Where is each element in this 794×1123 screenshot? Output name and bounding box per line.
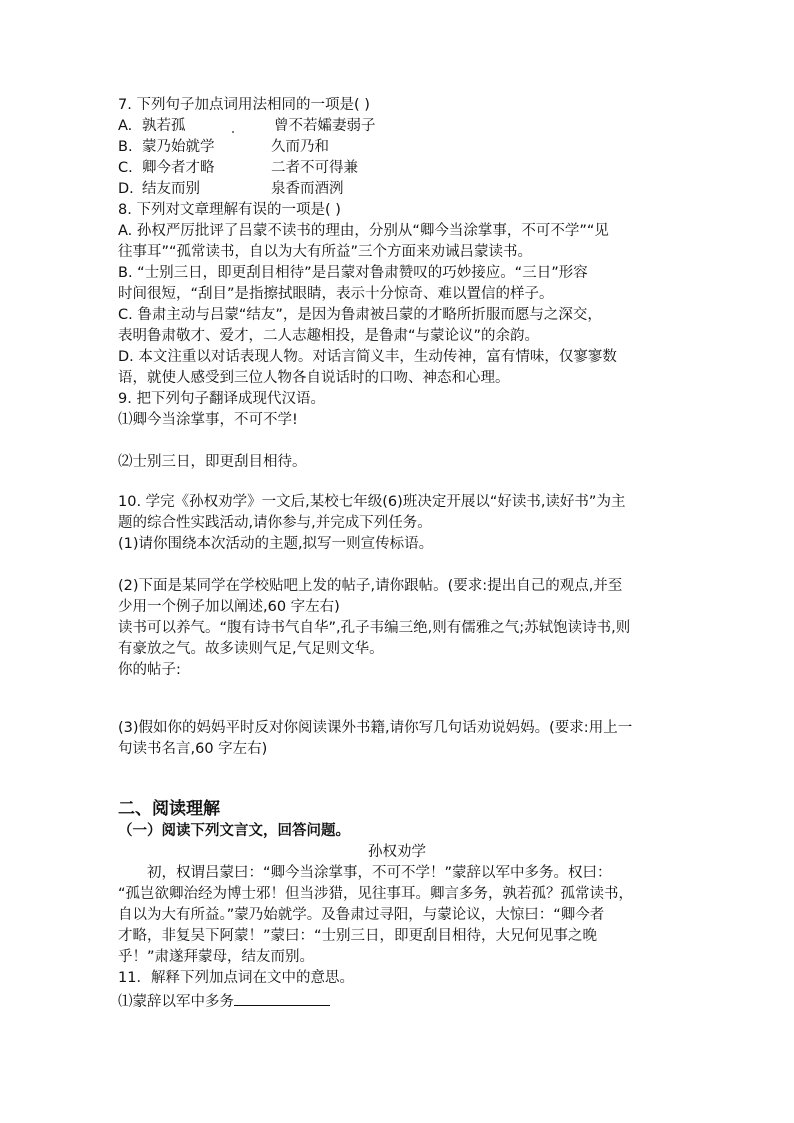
- q7-option-a-left: 孰若孤: [142, 118, 186, 134]
- q7-option-d-right: 泉香而酒洌: [271, 181, 344, 197]
- q9-item-2: ⑵士别三日，即更刮目相待。: [118, 454, 307, 470]
- passage-line: 才略，非复吴下阿蒙！”蒙曰：“士别三日，即更刮目相待，大兄何见事之晚: [118, 928, 598, 944]
- passage-line: 乎！”肃遂拜蒙母，结友而别。: [118, 949, 315, 965]
- q8-stem: 8. 下列对文章理解有误的一项是( ): [118, 202, 341, 218]
- q7-option-c-right: 二者不可得兼: [271, 160, 358, 176]
- passage-title: 孙权劝学: [368, 844, 426, 860]
- q8-line: 表明鲁肃敬才、爱才，二人志趣相投，是鲁肃“与蒙论议”的余韵。: [118, 328, 540, 344]
- q10-post-text: 读书可以养气。“腹有诗书气自华”,孔子韦编三绝,则有儒雅之气;苏轼饱读诗书,则: [118, 620, 631, 636]
- passage-line: “孤岂欲卿治经为博士邪！但当涉猎，见往事耳。卿言多务，孰若孤？孤常读书，: [118, 886, 634, 902]
- q9-stem: 9. 把下列句子翻译成现代汉语。: [118, 391, 325, 407]
- passage-line: 自以为大有所益。”蒙乃始就学。及鲁肃过寻阳，与蒙论议，大惊曰：“卿今者: [118, 907, 605, 923]
- q8-line: B. “士别三日，即更刮目相待”是吕蒙对鲁肃赞叹的巧妙接应。“三日”形容: [118, 265, 588, 281]
- section-subheading: （一）阅读下列文言文，回答问题。: [118, 823, 350, 839]
- stray-dot: [232, 131, 234, 133]
- q7-option-d-label: D.: [118, 181, 134, 197]
- q7-stem: 7. 下列句子加点词用法相同的一项是( ): [118, 97, 370, 113]
- q10-task-3: (3)假如你的妈妈平时反对你阅读课外书籍,请你写几句话劝说妈妈。(要求:用上一: [118, 720, 633, 736]
- q8-line: D. 本文注重以对话表现人物。对话言简义丰，生动传神，富有情味，仅寥寥数: [118, 349, 617, 365]
- q10-task-1: (1)请你围绕本次活动的主题,拟写一则宣传标语。: [118, 536, 434, 552]
- q7-option-b-label: B.: [118, 139, 133, 155]
- section-heading: 二、阅读理解: [118, 799, 220, 819]
- q8-line: 时间很短，“刮目”是指擦拭眼睛，表示十分惊奇、难以置信的样子。: [118, 286, 554, 302]
- q10-task-2: (2)下面是某同学在学校贴吧上发的帖子,请你跟帖。(要求:提出自己的观点,并至: [118, 578, 623, 594]
- q7-option-c-label: C.: [118, 160, 133, 176]
- q11-stem: 11．解释下列加点词在文中的意思。: [118, 970, 354, 986]
- q8-line: C. 鲁肃主动与吕蒙“结友”，是因为鲁肃被吕蒙的才略所折服而愿与之深交，: [118, 307, 602, 323]
- q10-task-3: 句读书名言,60 字左右): [118, 741, 268, 757]
- q8-line: 往事耳”“孤常读书，自以为大有所益”三个方面来劝诫吕蒙读书。: [118, 244, 533, 260]
- passage-line: 初，权谓吕蒙曰：“卿今当涂掌事，不可不学！”蒙辞以军中多务。权曰：: [118, 865, 612, 881]
- q7-option-b-right: 久而乃和: [271, 139, 329, 155]
- answer-blank[interactable]: [234, 989, 330, 1006]
- q7-option-a-right: 曾不若孀妻弱子: [274, 118, 376, 134]
- q7-option-b-left: 蒙乃始就学: [142, 139, 215, 155]
- q8-line: A. 孙权严厉批评了吕蒙不读书的理由，分别从“卿今当涂掌事，不可不学”“见: [118, 223, 609, 239]
- q7-option-d-left: 结友而别: [142, 181, 200, 197]
- q10-stem: 10. 学完《孙权劝学》一文后,某校七年级(6)班决定开展以“好读书,读好书”为主: [118, 494, 626, 510]
- q10-post-text: 有豪放之气。故多读则气足,气足则文华。: [118, 641, 384, 657]
- q8-line: 语，就使人感受到三位人物各自说话时的口吻、神态和心理。: [118, 370, 510, 386]
- q11-item-1-text: ⑴蒙辞以军中多务: [118, 994, 234, 1010]
- q10-your-post-label: 你的帖子:: [118, 662, 181, 678]
- q10-stem: 题的综合性实践活动,请你参与,并完成下列任务。: [118, 515, 432, 531]
- q11-item-1: [118, 989, 330, 1012]
- q10-task-2: 少用一个例子加以阐述,60 字左右): [118, 599, 340, 615]
- q7-option-c-left: 卿今者才略: [142, 160, 215, 176]
- q9-item-1: ⑴卿今当涂掌事，不可不学!: [118, 412, 298, 428]
- q7-option-a-label: A.: [118, 118, 133, 134]
